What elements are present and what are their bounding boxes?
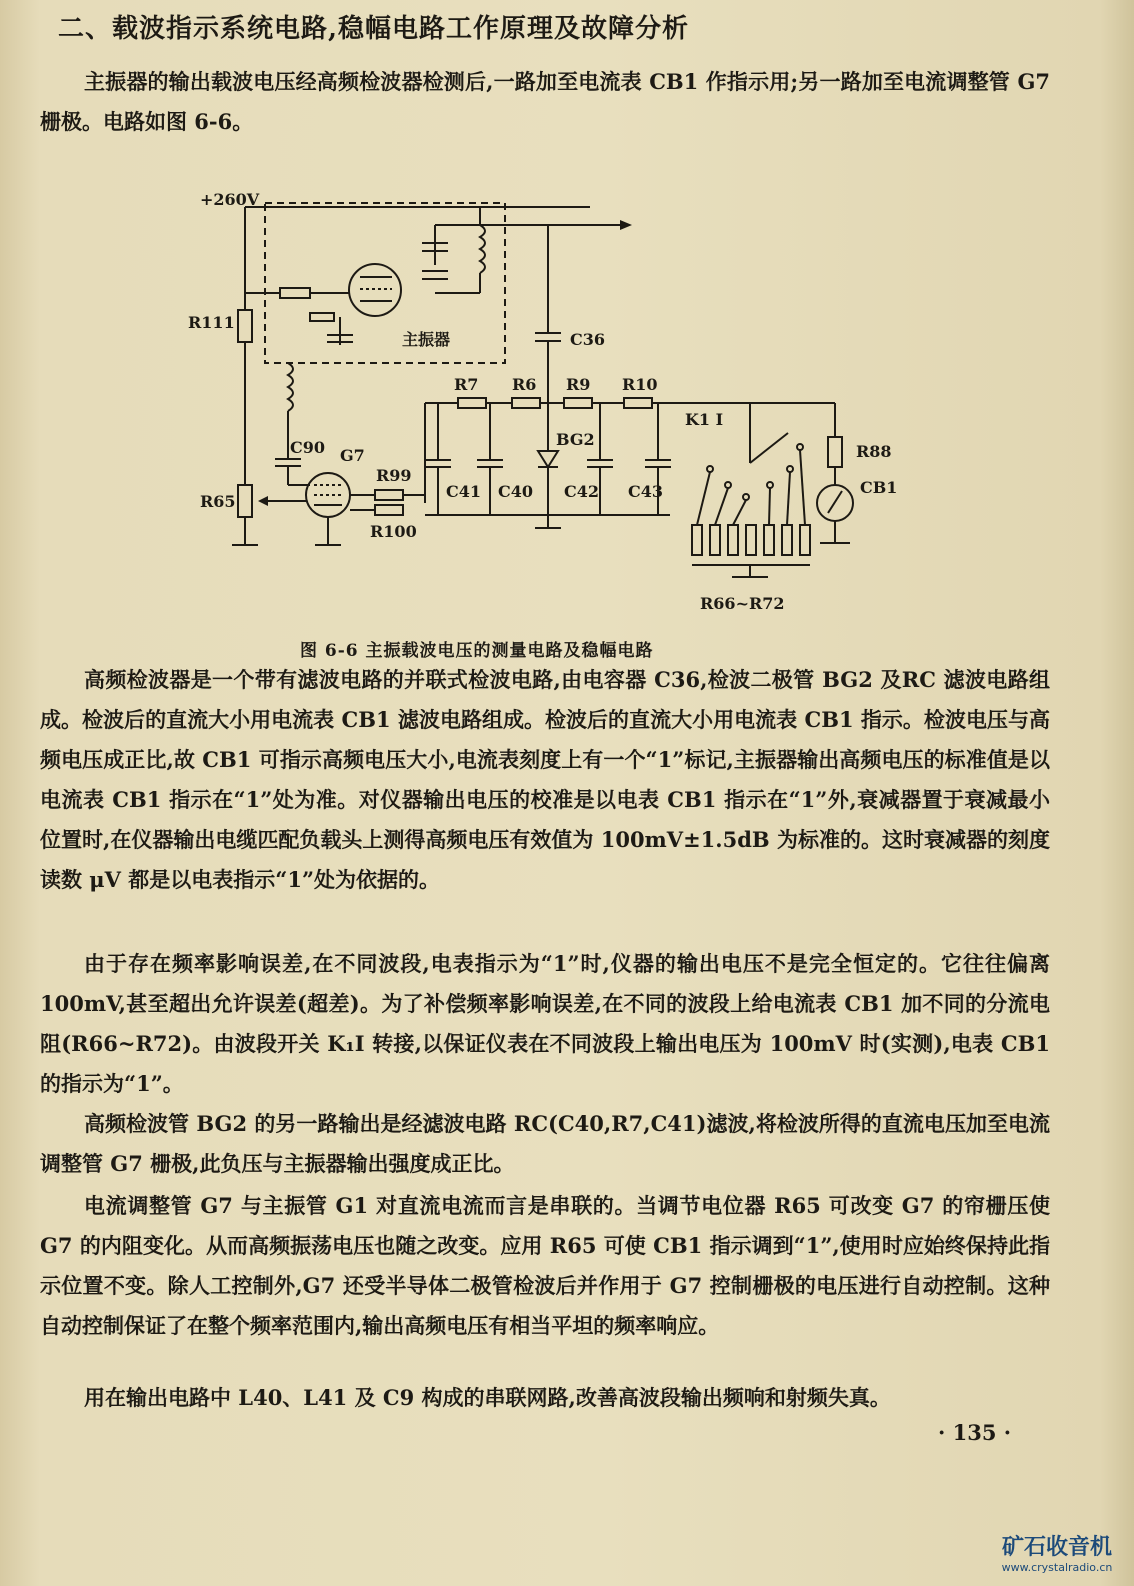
label-r100: R100 — [370, 522, 417, 541]
label-r7: R7 — [454, 375, 479, 394]
paragraph-3: 由于存在频率影响误差,在不同波段,电表指示为“1”时,仪器的输出电压不是完全恒定的。它往往偏离 100mV,甚至超出允许误差(超差)。为了补偿频率影响误差,在不同的波段上给电流表 CB1 加不同的分流电阻(R66~R72)。由波段开关 K₁I 转接,以保证仪表在不同波段上输出电压为 100mV 时(实测),电表 CB1 的指示为“1”。 — [40, 951, 1050, 1096]
label-r6: R6 — [512, 375, 537, 394]
resistor-r10 — [624, 398, 652, 408]
label-shunts: R66~R72 — [700, 594, 785, 613]
paragraph-1: 主振器的输出载波电压经高频检波器检测后,一路加至电流表 CB1 作指示用;另一路加至电流调整管 G7 栅极。电路如图 6-6。 — [40, 69, 1050, 134]
resistor-r99 — [375, 490, 403, 500]
paragraph-6: 用在输出电路中 L40、L41 及 C9 构成的串联网路,改善高波段输出频响和射频失真。 — [84, 1385, 891, 1410]
paragraph-4: 高频检波管 BG2 的另一路输出是经滤波电路 RC(C40,R7,C41)滤波,将检波所得的直流电压加至电流调整管 G7 栅极,此负压与主振器输出强度成正比。 — [40, 1111, 1050, 1176]
resistor-r9 — [564, 398, 592, 408]
figure-caption: 图 6-6 主振载波电压的测量电路及稳幅电路 — [300, 641, 654, 661]
label-bg2: BG2 — [556, 430, 595, 449]
potentiometer-r65 — [238, 485, 252, 517]
section-heading: 二、载波指示系统电路,稳幅电路工作原理及故障分析 — [58, 14, 690, 44]
paragraph-2: 高频检波器是一个带有滤波电路的并联式检波电路,由电容器 C36,检波二极管 BG2 及RC 滤波电路组成。检波后的直流大小用电流表 CB1 滤波电路组成。检波后的直流大小用电流表 CB1 指示。检波电压与高频电压成正比,故 CB1 可指示高频电压大小,电流表刻度上有一个“1”标记,主振器输出高频电压的标准值是以电流表 CB1 指示在“1”处为准。对仪器输出电压的校准是以电表 CB1 指示在“1”外,衰减器置于衰减最小位置时,在仪器输出电缆匹配负载头上测得高频电压有效值为 100mV±1.5dB 为标准的。这时衰减器的刻度读数 μV 都是以电表指示“1”处为依据的。 — [40, 667, 1051, 892]
oscillator-coil — [480, 225, 485, 273]
oscillator-box — [265, 203, 505, 363]
page-number: · 135 · — [938, 1420, 1012, 1445]
resistor-r6 — [512, 398, 540, 408]
label-switch: K1 I — [685, 410, 724, 429]
resistor-r100 — [375, 505, 403, 515]
label-c41: C41 — [446, 482, 481, 501]
label-supply: +260V — [200, 190, 260, 209]
label-oscillator: 主振器 — [402, 330, 451, 349]
resistor-r88 — [828, 437, 842, 467]
label-c36: C36 — [570, 330, 605, 349]
label-c40: C40 — [498, 482, 533, 501]
label-c43: C43 — [628, 482, 663, 501]
paragraph-5: 电流调整管 G7 与主振管 G1 对直流电流而言是串联的。当调节电位器 R65 可改变 G7 的帘栅压使 G7 的内阻变化。从而高频振荡电压也随之改变。应用 R65 可使 CB1 指示调到“1”,使用时应始终保持此指示位置不变。除人工控制外,G7 还受半导体二极管检波后并作用于 G7 控制栅极的电压进行自动控制。这种自动控制保证了在整个频率范围内,输出高频电压有相当平坦的频率响应。 — [40, 1193, 1050, 1338]
resistor-r111 — [238, 310, 252, 342]
circuit-diagram — [180, 185, 920, 625]
label-r9: R9 — [566, 375, 591, 394]
watermark-url: www.crystalradio.cn — [1001, 1561, 1113, 1574]
label-r65: R65 — [200, 492, 236, 511]
resistor-r7 — [458, 398, 486, 408]
label-r99: R99 — [376, 466, 412, 485]
label-r10: R10 — [622, 375, 658, 394]
label-cb1: CB1 — [860, 478, 898, 497]
watermark-logo — [992, 1530, 1122, 1574]
label-r88: R88 — [856, 442, 892, 461]
label-c90: C90 — [290, 438, 325, 457]
label-c42: C42 — [564, 482, 599, 501]
watermark-title: 矿石收音机 — [1001, 1535, 1112, 1560]
diode-bg2 — [538, 451, 558, 467]
label-r111: R111 — [188, 313, 235, 332]
label-g7: G7 — [340, 446, 365, 465]
